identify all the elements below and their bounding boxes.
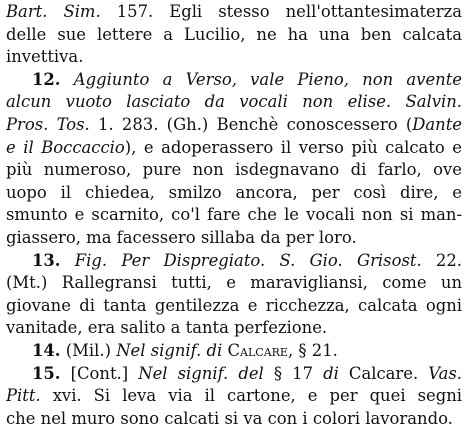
sense-number: 15. bbox=[32, 364, 61, 383]
text-run: vanitade, era salito a tanta perfezione. bbox=[6, 318, 327, 337]
entry-line bbox=[6, 340, 462, 363]
text-run: Nel signif. di bbox=[116, 341, 222, 360]
text-run: xvi. Si leva via il cartone, e per quei segni bbox=[41, 386, 462, 405]
entry-line bbox=[6, 46, 462, 69]
text-run: 22. bbox=[422, 251, 462, 270]
dictionary-entries bbox=[6, 1, 462, 430]
entry-line bbox=[6, 69, 462, 92]
text-run: e il Boccaccio bbox=[6, 138, 125, 157]
entry-line bbox=[6, 137, 462, 160]
entry-line bbox=[6, 317, 462, 340]
text-run: Pitt. bbox=[6, 386, 41, 405]
dictionary-entry bbox=[6, 250, 462, 340]
entry-line bbox=[6, 227, 462, 250]
text-run: di bbox=[323, 364, 339, 383]
entry-line bbox=[6, 250, 462, 273]
entry-line bbox=[6, 182, 462, 205]
text-run: alcun vuoto lasciato da vocali non elise. Salvin. bbox=[6, 92, 462, 111]
text-run: Dante bbox=[412, 115, 462, 134]
text-run: 157. Egli stesso nell'ottantesimaterza bbox=[101, 2, 462, 21]
entry-line bbox=[6, 91, 462, 114]
dictionary-entry bbox=[6, 1, 462, 69]
sense-number: 13. bbox=[32, 251, 61, 270]
sense-number: 12. bbox=[32, 70, 61, 89]
entry-line bbox=[6, 24, 462, 47]
entry-line bbox=[6, 159, 462, 182]
text-run: 1. 283. (Gh.) Benchè conoscessero ( bbox=[90, 115, 412, 134]
entry-line bbox=[6, 1, 462, 24]
text-run: Calcare bbox=[228, 341, 288, 360]
text-run: (Mt.) Rallegransi tutti, e maravigliansi, come un bbox=[6, 273, 462, 292]
text-run: Pros. Tos. bbox=[6, 115, 90, 134]
text-run: Fig. Per Dispregiato. S. Gio. Grisost. bbox=[61, 251, 422, 270]
entry-line bbox=[6, 408, 462, 430]
text-run: ), e adoperassero il verso più calcato e bbox=[125, 138, 462, 157]
entry-line bbox=[6, 272, 462, 295]
text-run: smunto e scarnito, co'l fare che le vocali non si man- bbox=[6, 205, 462, 224]
text-run: giovane di tanta gentilezza e ricchezza, calcata ogni bbox=[6, 296, 462, 315]
text-run: Aggiunto a Verso, vale Pieno, non avente bbox=[61, 70, 462, 89]
dictionary-entry bbox=[6, 69, 462, 250]
entry-line bbox=[6, 363, 462, 386]
text-run: uopo il chiedea, smilzo ancora, per così dire, e bbox=[6, 183, 462, 202]
entry-line bbox=[6, 114, 462, 137]
text-run: Calcare. bbox=[339, 364, 428, 383]
entry-line bbox=[6, 295, 462, 318]
text-run: § 17 bbox=[264, 364, 323, 383]
text-run: , § 21. bbox=[288, 341, 338, 360]
text-run: Vas. bbox=[428, 364, 462, 383]
text-run: giassero, ma facessero sillaba da per loro. bbox=[6, 228, 357, 247]
text-run: più numeroso, pure non isdegnavano di farlo, ove bbox=[6, 160, 462, 179]
text-run: invettiva. bbox=[6, 47, 83, 66]
text-run: (Mil.) bbox=[61, 341, 117, 360]
entry-line bbox=[6, 204, 462, 227]
dictionary-entry bbox=[6, 363, 462, 430]
entry-line bbox=[6, 385, 462, 408]
text-run: delle sue lettere a Lucilio, ne ha una ben calcata bbox=[6, 25, 462, 44]
dictionary-entry bbox=[6, 340, 462, 363]
sense-number: 14. bbox=[32, 341, 61, 360]
text-run: Nel signif. del bbox=[138, 364, 264, 383]
text-run: [Cont.] bbox=[61, 364, 139, 383]
text-run: Bart. Sim. bbox=[6, 2, 101, 21]
text-run: che nel muro sono calcati si va con i colori lavorando. bbox=[6, 409, 453, 428]
